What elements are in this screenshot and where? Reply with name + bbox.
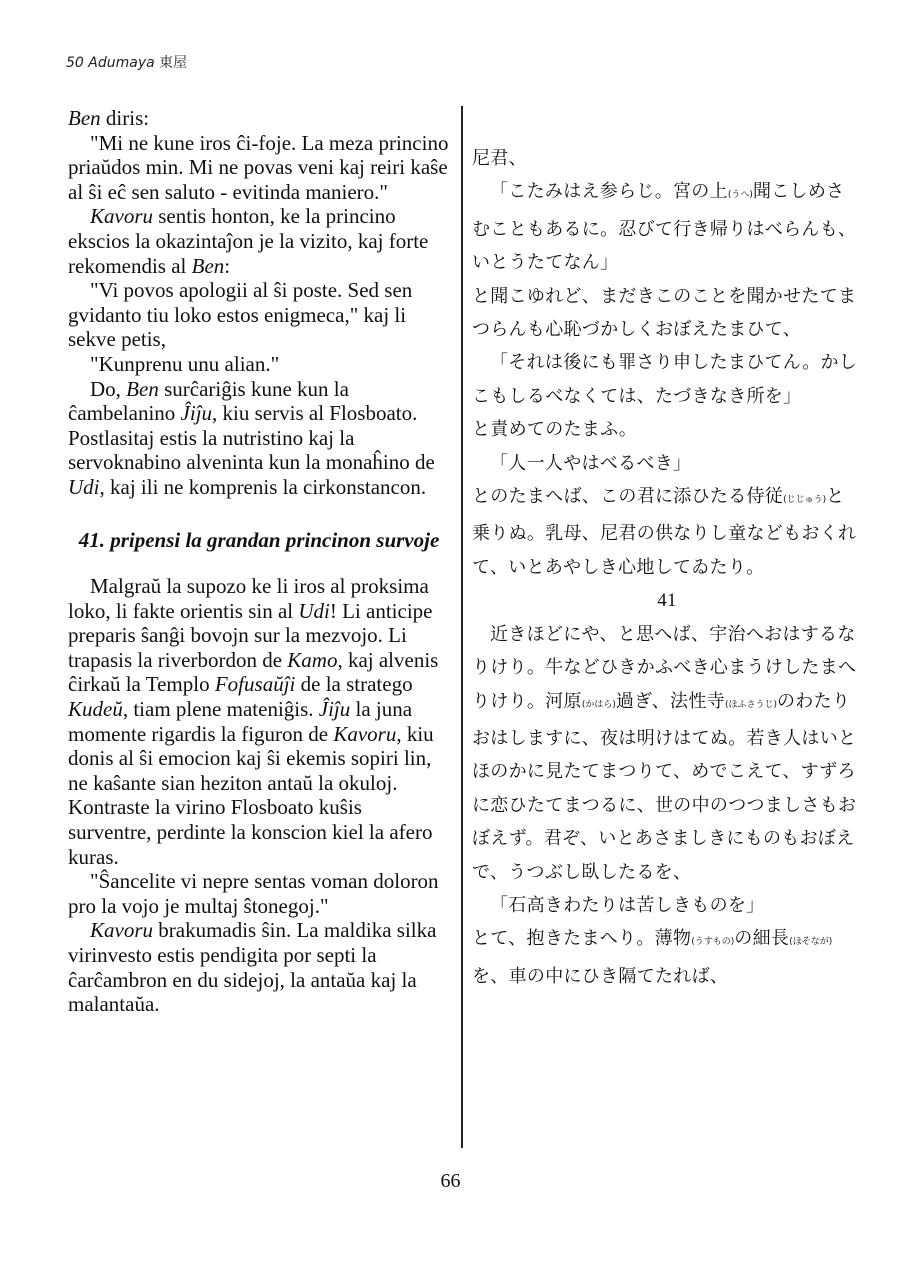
furigana: (うすもの)	[691, 937, 735, 948]
paragraph: Malgraŭ la supozo ke li iros al proksima loko, li fakte orientis sin al Udi! Li anticipe preparis ŝanĝi bovojn sur la mezvojo. Li trapasis la riverbordon de Kamo, kaj alvenis ĉirkaŭ la Templo Fofusaŭĵi de la stratego Kudeŭ, tiam plene mateniĝis. Ĵiĵu la juna momente rigardis la figuron de Kavoru, kiu donis al ŝi emocion kaj ŝi ekemis sopiri lin, ne kaŝante sian heziton antaŭ la okuloj. Kontraste la virino Flosboato kuŝis surventre, perdinte la konscion kiel la afero kuras.	[68, 574, 439, 869]
paragraph: "Ŝancelite vi nepre sentas voman doloron pro la vojo je multaj ŝtonegoj."	[68, 869, 439, 918]
name-italic: Udi	[68, 474, 100, 499]
paragraph: "Mi ne kune iros ĉi-foje. La meza princino priaŭdos min. Mi ne povas veni kaj reiri kaŝe al ŝi eĉ sen saluto - evitinda maniero."	[68, 130, 449, 204]
jp-line: と聞こゆれど、まだきこのことを聞かせたてまつらんも心恥づかしくおぼえたまひて、	[472, 285, 857, 341]
header-title-kanji: 東屋	[159, 55, 188, 71]
page-number: 66	[440, 1170, 461, 1192]
furigana: (うへ)	[727, 190, 753, 201]
section-heading: 41. pripensi la grandan princinon survoje	[78, 527, 440, 552]
name-italic: Ben	[68, 106, 101, 130]
name-italic: Kudeŭ	[68, 697, 123, 722]
name-italic: Ben	[191, 253, 225, 278]
furigana: (ほふさうじ)	[724, 699, 777, 710]
header-page-num: 50	[66, 55, 84, 71]
name-italic: Kamo	[287, 647, 338, 672]
jp-line: 尼君、	[472, 148, 527, 169]
japanese-column	[472, 142, 862, 993]
jp-line: とて、抱きたまへり。薄物(うすもの)の細長(ほそなが)を、車の中にひき隔てたれば、	[472, 928, 833, 987]
section-number: 41	[657, 590, 677, 612]
running-header	[66, 52, 187, 72]
jp-line: 「こたみはえ参らじ。宮の上(うへ)聞こしめさむこともあるに。忍びて行き帰りはべらんも、いとうたてなん」	[472, 181, 857, 274]
paragraph: Kavoru brakumadis ŝin. La maldika silka virinvesto estis pendigita por septi la ĉarĉambron en du sidejoj, la antaŭa kaj la malantaŭa.	[68, 918, 437, 1017]
name-italic: Kavoru	[333, 721, 397, 746]
name-italic: Ĵiĵu	[180, 401, 213, 426]
name-italic: Ben	[126, 376, 159, 401]
esperanto-column	[68, 106, 450, 1017]
jp-line: 「それは後にも罪さり申したまひてん。かしこもしるべなくては、たづきなき所を」	[472, 352, 858, 407]
name-italic: Ĵiĵu	[318, 697, 351, 722]
jp-line: と責めてのたまふ。	[472, 419, 638, 441]
column-divider	[461, 106, 463, 1148]
jp-line: 「石高きわたりは苦しきものを」	[490, 894, 765, 916]
furigana: (かはら)	[581, 699, 616, 710]
paragraph: Do, Ben surĉariĝis kune kun la ĉambelanino Ĵiĵu, kiu servis al Flosboato. Postlasitaj estis la nutristino kaj la servoknabino alveninta kun la monaĥino de Udi, kaj ili ne komprenis la cirkonstancon.	[68, 376, 435, 499]
paragraph: "Vi povos apologii al ŝi poste. Sed sen gvidanto tiu loko estos enigmeca," kaj li sekve petis,	[68, 278, 413, 352]
paragraph: Ben diris:	[68, 106, 150, 130]
jp-line: とのたまへば、この君に添ひたる侍従(じじゅう)と乗りぬ。乳母、尼君の供なりし童などもおくれて、いとあやしき心地してゐたり。	[472, 486, 857, 578]
jp-line: 近きほどにや、と思へば、宇治へおはするなりけり。牛などひきかふべき心まうけしたまへりけり。河原(かはら)過ぎ、法性寺(ほふさうじ)のわたりおはしますに、夜は明けはてぬ。若き人はいとほのかに見たてまつりて、めでこえて、すずろに恋ひたてまつるに、世の中のつつましさもおぼえず。君ぞ、いとあさましきにものもおぼえで、うつぶし臥したるを、	[472, 623, 857, 883]
name-italic: Fofusaŭĵi	[214, 672, 296, 697]
jp-line: 「人一人やはべるべき」	[490, 452, 692, 474]
furigana: (じじゅう)	[783, 495, 827, 506]
paragraph: "Kunprenu unu alian."	[90, 351, 280, 376]
name-italic: Kavoru	[90, 204, 153, 229]
furigana: (ほそなが)	[789, 937, 833, 948]
name-italic: Kavoru	[90, 918, 153, 943]
name-italic: Udi	[298, 598, 330, 623]
paragraph: Kavoru sentis honton, ke la princino ekscios la okazintaĵon je la vizito, kaj forte rekomendis al Ben:	[68, 204, 429, 278]
header-title-latin: Adumaya	[88, 55, 155, 71]
